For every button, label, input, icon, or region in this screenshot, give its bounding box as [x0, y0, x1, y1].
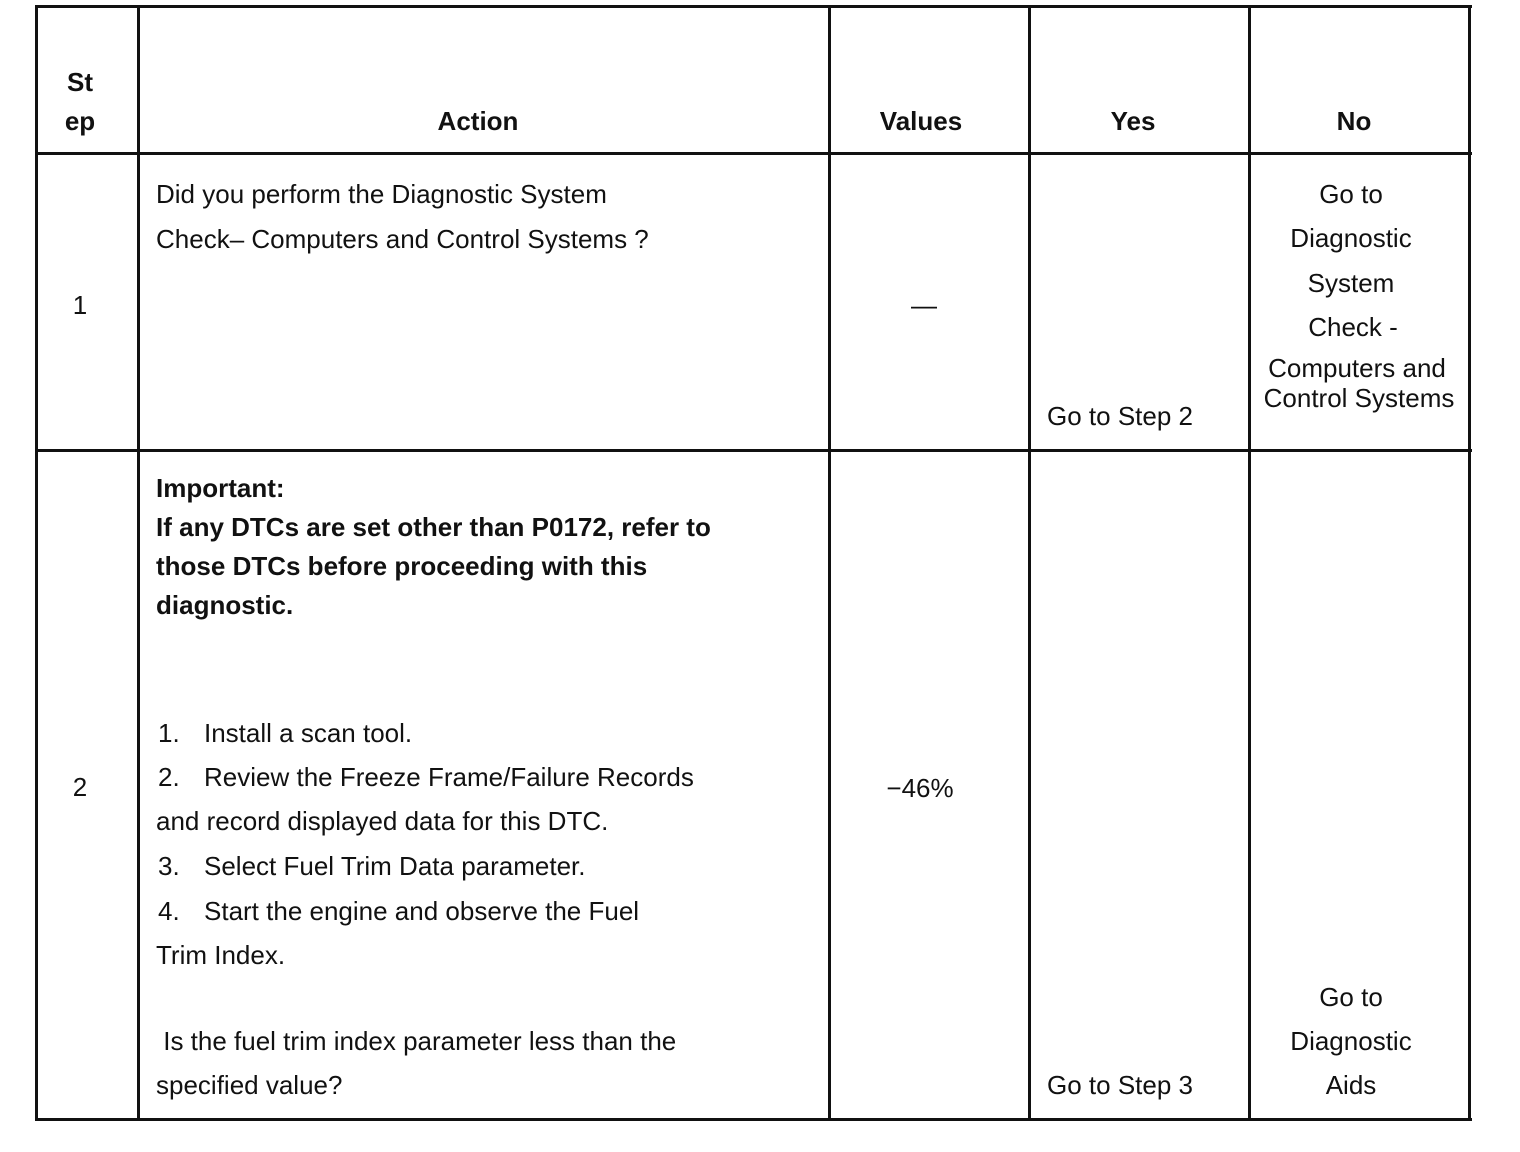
yes-cell: Go to Step 3: [1047, 1070, 1193, 1100]
important-text: If any DTCs are set other than P0172, refer to: [156, 512, 711, 542]
value-cell: —: [911, 290, 937, 320]
step-list-text: Start the engine and observe the Fuel: [204, 896, 640, 926]
step-list-continuation: Trim Index.: [156, 940, 286, 970]
step-list-number: 2.: [158, 762, 180, 792]
action-text: Did you perform the Diagnostic System: [156, 179, 607, 209]
table-border-right: [1468, 5, 1471, 1121]
step-number: 2: [72, 772, 88, 802]
no-cell-line: Diagnostic: [1290, 223, 1412, 253]
step-list-number: 1.: [158, 718, 180, 748]
table-border-top: [35, 5, 1472, 8]
no-cell-line: Check -: [1308, 312, 1398, 342]
column-divider-step: [137, 5, 140, 1121]
no-cell-line: System: [1307, 268, 1395, 298]
no-cell-line: Aids: [1325, 1070, 1377, 1100]
step-list-continuation: and record displayed data for this DTC.: [156, 806, 609, 836]
important-label: Important:: [156, 473, 285, 503]
table-border-left: [35, 5, 38, 1121]
value-cell: −46%: [886, 773, 954, 803]
column-divider-action: [828, 5, 831, 1121]
header-values: Values: [879, 106, 963, 136]
no-cell-line: Go to: [1319, 982, 1383, 1012]
header-divider: [35, 152, 1472, 155]
important-text: diagnostic.: [156, 590, 294, 620]
step-list-text: Select Fuel Trim Data parameter.: [204, 851, 586, 881]
row-divider: [35, 449, 1472, 452]
column-divider-yes: [1248, 5, 1251, 1121]
no-cell-line: Control Systems: [1263, 383, 1455, 413]
step-list-number: 3.: [158, 851, 180, 881]
step-list-text: Install a scan tool.: [204, 718, 413, 748]
no-cell-line: Computers and: [1268, 353, 1446, 383]
step-number: 1: [72, 290, 88, 320]
no-cell-line: Diagnostic: [1290, 1026, 1412, 1056]
header-yes: Yes: [1110, 106, 1156, 136]
column-divider-values: [1028, 5, 1031, 1121]
action-text: Check– Computers and Control Systems ?: [156, 224, 649, 254]
yes-cell: Go to Step 2: [1047, 401, 1193, 431]
header-step-line2: ep: [64, 106, 96, 136]
question-text: specified value?: [156, 1070, 343, 1100]
step-list-number: 4.: [158, 896, 180, 926]
important-text: those DTCs before proceeding with this: [156, 551, 648, 581]
header-step-line1: St: [67, 67, 93, 97]
header-no: No: [1336, 106, 1372, 136]
question-text: Is the fuel trim index parameter less than the: [156, 1026, 677, 1056]
table-border-bottom: [35, 1118, 1472, 1121]
header-action: Action: [437, 106, 519, 136]
no-cell-line: Go to: [1319, 179, 1383, 209]
step-list-text: Review the Freeze Frame/Failure Records: [204, 762, 694, 792]
